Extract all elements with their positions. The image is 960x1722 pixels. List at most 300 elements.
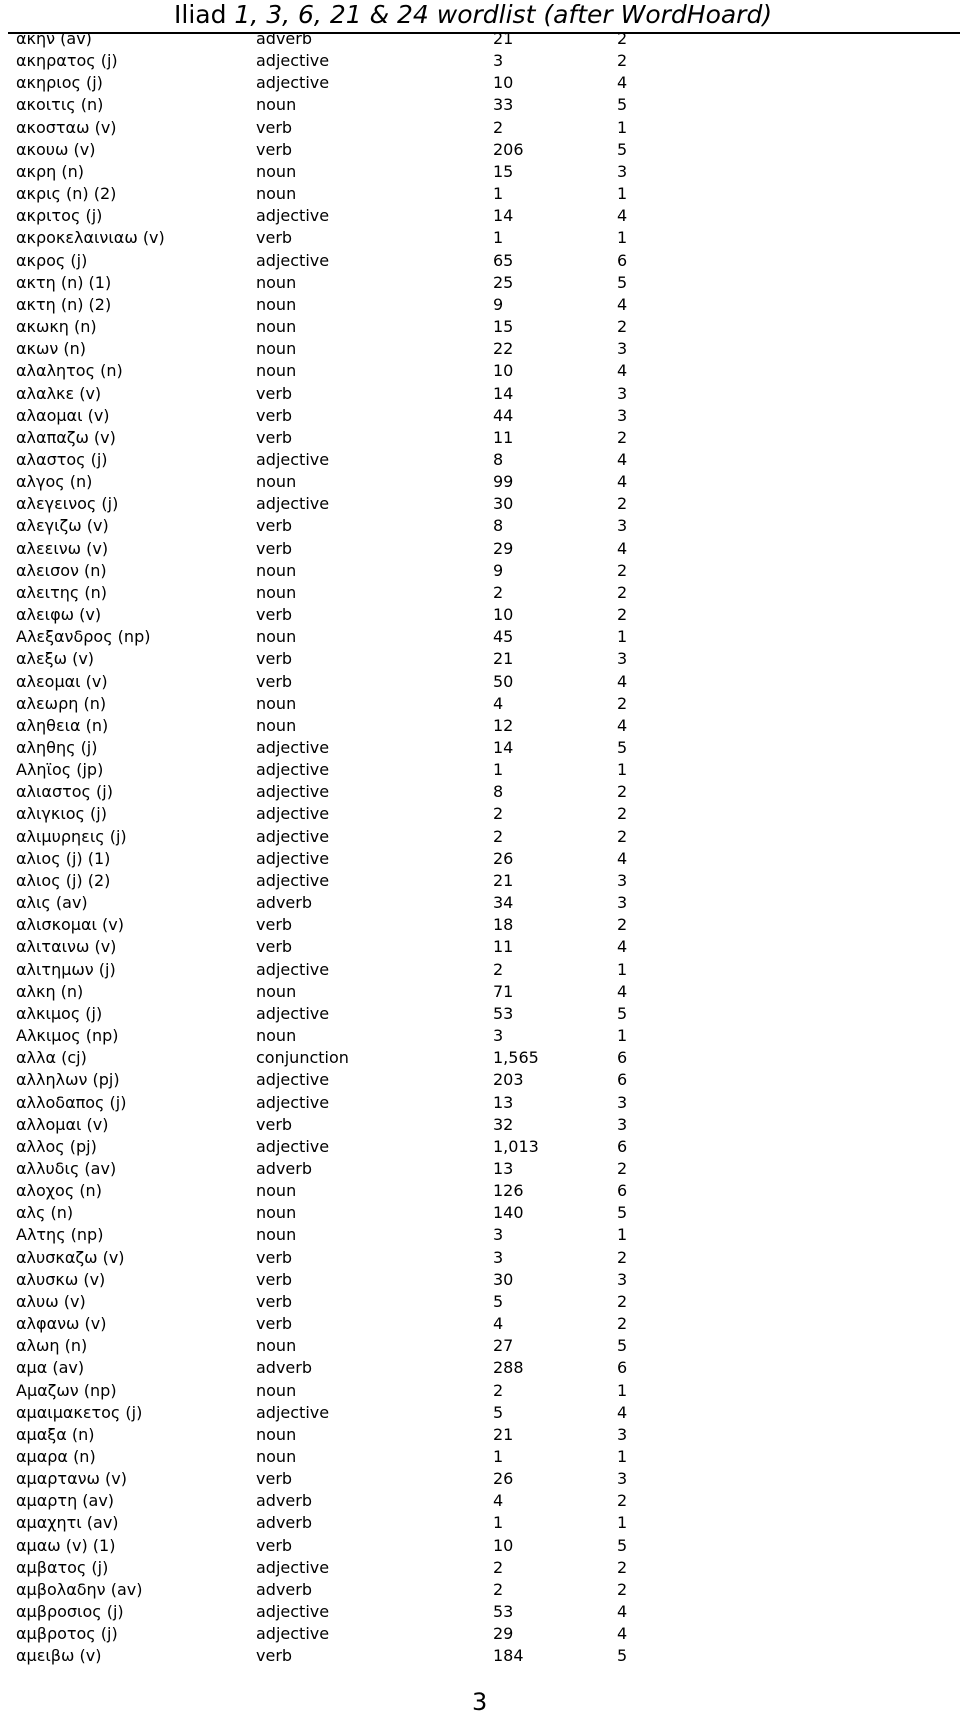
part-of-speech-cell: noun [256, 693, 297, 713]
part-of-speech-cell: noun [256, 472, 297, 492]
table-row [16, 405, 952, 427]
part-of-speech-cell: verb [256, 1247, 293, 1267]
books-cell: 3 [617, 383, 628, 403]
table-row [16, 1114, 952, 1136]
part-of-speech-cell: verb [256, 405, 293, 425]
table-row [16, 1158, 952, 1180]
lemma-cell: αλιταινω (v) [16, 937, 117, 957]
table-row [16, 715, 952, 737]
lemma-cell: ακωκη (n) [16, 317, 97, 337]
books-cell: 3 [617, 893, 628, 913]
table-row [16, 1202, 952, 1224]
part-of-speech-cell: adjective [256, 1092, 330, 1112]
lemma-cell: αμα (av) [16, 1358, 85, 1378]
part-of-speech-cell: adverb [256, 1358, 313, 1378]
count-cell: 14 [493, 738, 514, 757]
count-cell: 11 [493, 427, 514, 447]
books-cell: 6 [617, 1181, 628, 1201]
books-cell: 2 [617, 1557, 628, 1577]
part-of-speech-cell: verb [256, 649, 293, 669]
table-row [16, 648, 952, 670]
books-cell: 4 [617, 1624, 628, 1644]
count-cell: 50 [493, 671, 514, 691]
lemma-cell: αλειφω (v) [16, 605, 102, 625]
table-row [16, 1424, 952, 1446]
lemma-cell: αμαρα (n) [16, 1447, 96, 1466]
count-cell: 288 [493, 1358, 524, 1378]
books-cell: 1 [617, 117, 628, 137]
part-of-speech-cell: noun [256, 1447, 297, 1466]
count-cell: 4 [493, 1491, 504, 1511]
part-of-speech-cell: verb [256, 671, 293, 691]
books-cell: 5 [617, 139, 628, 159]
part-of-speech-cell: noun [256, 184, 297, 204]
part-of-speech-cell: adjective [256, 1070, 330, 1090]
table-row [16, 1025, 952, 1047]
count-cell: 32 [493, 1114, 514, 1134]
table-row [16, 604, 952, 626]
lemma-cell: αλλυδις (av) [16, 1158, 117, 1178]
table-row [16, 803, 952, 825]
books-cell: 1 [617, 1447, 628, 1466]
part-of-speech-cell: noun [256, 272, 297, 292]
books-cell: 4 [617, 73, 628, 93]
count-cell: 27 [493, 1336, 514, 1356]
lemma-cell: αλοχος (n) [16, 1181, 102, 1201]
lemma-cell: αλεισον (n) [16, 560, 107, 580]
part-of-speech-cell: noun [256, 1026, 297, 1046]
books-cell: 5 [617, 1203, 628, 1223]
part-of-speech-cell: noun [256, 1380, 297, 1400]
table-row [16, 848, 952, 870]
count-cell: 53 [493, 1003, 514, 1023]
table-row [16, 826, 952, 848]
books-cell: 1 [617, 760, 628, 780]
books-cell: 4 [617, 715, 628, 735]
table-row [16, 1446, 952, 1468]
books-cell: 5 [617, 738, 628, 757]
table-row [16, 1291, 952, 1313]
books-cell: 2 [617, 427, 628, 447]
table-row [16, 205, 952, 227]
count-cell: 12 [493, 715, 514, 735]
count-cell: 2 [493, 582, 504, 602]
books-cell: 3 [617, 405, 628, 425]
table-row [16, 338, 952, 360]
part-of-speech-cell: noun [256, 1203, 297, 1223]
part-of-speech-cell: noun [256, 317, 297, 337]
lemma-cell: αλεγιζω (v) [16, 516, 109, 536]
table-row [16, 693, 952, 715]
lemma-cell: αλιμυρηεις (j) [16, 826, 127, 846]
part-of-speech-cell: adjective [256, 738, 330, 757]
part-of-speech-cell: verb [256, 538, 293, 558]
table-row [16, 1180, 952, 1202]
lemma-cell: αλληλων (pj) [16, 1070, 120, 1090]
table-row [16, 383, 952, 405]
count-cell: 1 [493, 1513, 504, 1533]
table-row [16, 515, 952, 537]
lemma-cell: αλις (av) [16, 893, 88, 913]
count-cell: 53 [493, 1602, 514, 1622]
lemma-cell: Αμαζων (np) [16, 1380, 117, 1400]
part-of-speech-cell: adjective [256, 494, 330, 514]
books-cell: 3 [617, 1114, 628, 1134]
books-cell: 2 [617, 605, 628, 625]
count-cell: 2 [493, 1380, 504, 1400]
books-cell: 1 [617, 228, 628, 248]
count-cell: 2 [493, 1579, 504, 1599]
part-of-speech-cell: noun [256, 1336, 297, 1356]
table-row [16, 1313, 952, 1335]
books-cell: 2 [617, 1579, 628, 1599]
lemma-cell: αλαπαζω (v) [16, 427, 116, 447]
table-row [16, 50, 952, 72]
table-row [16, 360, 952, 382]
count-cell: 2 [493, 117, 504, 137]
books-cell: 5 [617, 1646, 628, 1666]
lemma-cell: αληθεια (n) [16, 715, 109, 735]
part-of-speech-cell: verb [256, 915, 293, 935]
count-cell: 15 [493, 161, 514, 181]
table-row [16, 936, 952, 958]
lemma-cell: αλιτημων (j) [16, 959, 116, 979]
part-of-speech-cell: noun [256, 161, 297, 181]
books-cell: 2 [617, 560, 628, 580]
books-cell: 4 [617, 361, 628, 381]
table-row [16, 1601, 952, 1623]
table-row [16, 183, 952, 205]
count-cell: 14 [493, 206, 514, 226]
lemma-cell: ακοιτις (n) [16, 95, 104, 115]
books-cell: 5 [617, 1336, 628, 1356]
table-row [16, 94, 952, 116]
lemma-cell: Αληϊος (jp) [16, 760, 104, 780]
lemma-cell: αλαλητος (n) [16, 361, 123, 381]
books-cell: 1 [617, 627, 628, 647]
table-row [16, 1557, 952, 1579]
lemma-cell: αλαστος (j) [16, 449, 108, 469]
part-of-speech-cell: adjective [256, 870, 330, 890]
lemma-cell: αλεωρη (n) [16, 693, 107, 713]
count-cell: 14 [493, 383, 514, 403]
count-cell: 5 [493, 1402, 504, 1422]
books-cell: 5 [617, 1003, 628, 1023]
table-row [16, 139, 952, 161]
books-cell: 2 [617, 826, 628, 846]
part-of-speech-cell: verb [256, 228, 293, 248]
count-cell: 8 [493, 449, 504, 469]
table-row [16, 781, 952, 803]
count-cell: 1,013 [493, 1136, 539, 1156]
books-cell: 2 [617, 51, 628, 71]
lemma-cell: ακουω (v) [16, 139, 96, 159]
count-cell: 10 [493, 73, 514, 93]
part-of-speech-cell: conjunction [256, 1048, 349, 1068]
part-of-speech-cell: verb [256, 1314, 293, 1334]
count-cell: 2 [493, 826, 504, 846]
count-cell: 9 [493, 560, 504, 580]
count-cell: 140 [493, 1203, 524, 1223]
count-cell: 11 [493, 937, 514, 957]
lemma-cell: αλφανω (v) [16, 1314, 107, 1334]
count-cell: 30 [493, 494, 514, 514]
books-cell: 4 [617, 449, 628, 469]
books-cell: 2 [617, 1491, 628, 1511]
lemma-cell: αμειβω (v) [16, 1646, 102, 1666]
books-cell: 3 [617, 1269, 628, 1289]
lemma-cell: αλλος (pj) [16, 1136, 97, 1156]
table-row [16, 582, 952, 604]
table-row [16, 626, 952, 648]
part-of-speech-cell: noun [256, 627, 297, 647]
table-row [16, 892, 952, 914]
part-of-speech-cell: adjective [256, 826, 330, 846]
books-cell: 4 [617, 848, 628, 868]
count-cell: 15 [493, 317, 514, 337]
lemma-cell: αλεγεινος (j) [16, 494, 119, 514]
lemma-cell: αμβατος (j) [16, 1557, 109, 1577]
part-of-speech-cell: adjective [256, 449, 330, 469]
count-cell: 2 [493, 804, 504, 824]
table-row [16, 294, 952, 316]
count-cell: 34 [493, 893, 514, 913]
lemma-cell: ακριτος (j) [16, 206, 103, 226]
table-row [16, 316, 952, 338]
lemma-cell: Αλτης (np) [16, 1225, 104, 1245]
word-list-table [16, 28, 952, 1668]
books-cell: 1 [617, 184, 628, 204]
count-cell: 126 [493, 1181, 524, 1201]
books-cell: 5 [617, 95, 628, 115]
lemma-cell: ακων (n) [16, 339, 87, 359]
books-cell: 2 [617, 693, 628, 713]
books-cell: 3 [617, 649, 628, 669]
lemma-cell: αλυω (v) [16, 1291, 86, 1311]
count-cell: 3 [493, 1247, 504, 1267]
books-cell: 6 [617, 1136, 628, 1156]
books-cell: 2 [617, 782, 628, 802]
count-cell: 4 [493, 1314, 504, 1334]
lemma-cell: ακτη (n) (1) [16, 272, 112, 292]
part-of-speech-cell: adjective [256, 1602, 330, 1622]
count-cell: 13 [493, 1092, 514, 1112]
lemma-cell: αλαλκε (v) [16, 383, 102, 403]
part-of-speech-cell: noun [256, 582, 297, 602]
part-of-speech-cell: adjective [256, 73, 330, 93]
lemma-cell: αλς (n) [16, 1203, 74, 1223]
part-of-speech-cell: verb [256, 1469, 293, 1489]
table-row [16, 671, 952, 693]
books-cell: 2 [617, 29, 628, 48]
count-cell: 13 [493, 1158, 514, 1178]
lemma-cell: ακρος (j) [16, 250, 88, 270]
part-of-speech-cell: verb [256, 1269, 293, 1289]
books-cell: 4 [617, 1602, 628, 1622]
lemma-cell: ακρη (n) [16, 161, 84, 181]
part-of-speech-cell: verb [256, 427, 293, 447]
table-row [16, 471, 952, 493]
part-of-speech-cell: adverb [256, 893, 313, 913]
lemma-cell: αμαω (v) (1) [16, 1535, 116, 1555]
part-of-speech-cell: noun [256, 361, 297, 381]
count-cell: 3 [493, 1026, 504, 1046]
table-row [16, 117, 952, 139]
count-cell: 203 [493, 1070, 524, 1090]
lemma-cell: αλωη (n) [16, 1336, 88, 1356]
table-row [16, 1623, 952, 1645]
table-row [16, 1380, 952, 1402]
count-cell: 21 [493, 29, 514, 48]
books-cell: 6 [617, 250, 628, 270]
books-cell: 2 [617, 1247, 628, 1267]
lemma-cell: αλισκομαι (v) [16, 915, 124, 935]
lemma-cell: ακτη (n) (2) [16, 294, 112, 314]
table-row [16, 1490, 952, 1512]
count-cell: 8 [493, 516, 504, 536]
books-cell: 2 [617, 317, 628, 337]
count-cell: 45 [493, 627, 514, 647]
part-of-speech-cell: adverb [256, 1158, 313, 1178]
part-of-speech-cell: verb [256, 937, 293, 957]
count-cell: 10 [493, 361, 514, 381]
lemma-cell: αλλα (cj) [16, 1048, 87, 1068]
lemma-cell: ακρις (n) (2) [16, 184, 117, 204]
lemma-cell: Αλεξανδρος (np) [16, 627, 151, 647]
count-cell: 21 [493, 649, 514, 669]
part-of-speech-cell: verb [256, 139, 293, 159]
table-row [16, 227, 952, 249]
count-cell: 3 [493, 51, 504, 71]
books-cell: 4 [617, 981, 628, 1001]
lemma-cell: ακοσταω (v) [16, 117, 117, 137]
part-of-speech-cell: verb [256, 1291, 293, 1311]
table-row [16, 538, 952, 560]
table-row [16, 272, 952, 294]
lemma-cell: αλιαστος (j) [16, 782, 113, 802]
table-row [16, 1047, 952, 1069]
page-number: 3 [472, 1688, 488, 1716]
lemma-cell: αλεομαι (v) [16, 671, 108, 691]
part-of-speech-cell: verb [256, 383, 293, 403]
lemma-cell: αλεξω (v) [16, 649, 95, 669]
part-of-speech-cell: adjective [256, 1624, 330, 1644]
books-cell: 6 [617, 1070, 628, 1090]
table-row [16, 1402, 952, 1424]
table-row [16, 449, 952, 471]
part-of-speech-cell: noun [256, 95, 297, 115]
part-of-speech-cell: adjective [256, 959, 330, 979]
count-cell: 22 [493, 339, 514, 359]
table-row [16, 1269, 952, 1291]
page-title [174, 0, 864, 30]
lemma-cell: ακηριος (j) [16, 73, 103, 93]
lemma-cell: αλεεινω (v) [16, 538, 109, 558]
lemma-cell: αλλομαι (v) [16, 1114, 109, 1134]
table-row [16, 1136, 952, 1158]
lemma-cell: αμαξα (n) [16, 1424, 95, 1444]
table-row [16, 250, 952, 272]
books-cell: 1 [617, 1225, 628, 1245]
table-row [16, 1468, 952, 1490]
table-row [16, 870, 952, 892]
count-cell: 65 [493, 250, 514, 270]
count-cell: 4 [493, 693, 504, 713]
table-row [16, 981, 952, 1003]
books-cell: 3 [617, 516, 628, 536]
books-cell: 4 [617, 1402, 628, 1422]
lemma-cell: αμαιμακετος (j) [16, 1402, 143, 1422]
part-of-speech-cell: adjective [256, 250, 330, 270]
count-cell: 29 [493, 538, 514, 558]
table-row [16, 1092, 952, 1114]
table-row [16, 161, 952, 183]
count-cell: 21 [493, 1424, 514, 1444]
count-cell: 2 [493, 1557, 504, 1577]
lemma-cell: αμαρτανω (v) [16, 1469, 127, 1489]
lemma-cell: αλιγκιος (j) [16, 804, 107, 824]
table-row [16, 959, 952, 981]
table-row [16, 1247, 952, 1269]
books-cell: 6 [617, 1358, 628, 1378]
part-of-speech-cell: verb [256, 117, 293, 137]
part-of-speech-cell: adverb [256, 1579, 313, 1599]
part-of-speech-cell: noun [256, 715, 297, 735]
part-of-speech-cell: adjective [256, 1402, 330, 1422]
lemma-cell: αληθης (j) [16, 738, 98, 757]
books-cell: 4 [617, 538, 628, 558]
lemma-cell: αλειτης (n) [16, 582, 107, 602]
part-of-speech-cell: adjective [256, 206, 330, 226]
part-of-speech-cell: adjective [256, 804, 330, 824]
count-cell: 9 [493, 294, 504, 314]
count-cell: 25 [493, 272, 514, 292]
lemma-cell: αλυσκαζω (v) [16, 1247, 125, 1267]
books-cell: 2 [617, 804, 628, 824]
part-of-speech-cell: adjective [256, 1557, 330, 1577]
table-row [16, 1579, 952, 1601]
books-cell: 1 [617, 1380, 628, 1400]
books-cell: 2 [617, 1314, 628, 1334]
lemma-cell: αλαομαι (v) [16, 405, 110, 425]
table-row [16, 914, 952, 936]
table-row [16, 1224, 952, 1246]
table-row [16, 1003, 952, 1025]
part-of-speech-cell: noun [256, 1424, 297, 1444]
books-cell: 2 [617, 1291, 628, 1311]
count-cell: 3 [493, 1225, 504, 1245]
part-of-speech-cell: noun [256, 981, 297, 1001]
count-cell: 1 [493, 760, 504, 780]
books-cell: 4 [617, 937, 628, 957]
books-cell: 1 [617, 1026, 628, 1046]
lemma-cell: αμαρτη (av) [16, 1491, 115, 1511]
table-row [16, 1069, 952, 1091]
part-of-speech-cell: adverb [256, 29, 313, 48]
lemma-cell: αλιος (j) (2) [16, 870, 111, 890]
table-row [16, 560, 952, 582]
count-cell: 71 [493, 981, 514, 1001]
count-cell: 10 [493, 1535, 514, 1555]
count-cell: 8 [493, 782, 504, 802]
table-row [16, 493, 952, 515]
part-of-speech-cell: adjective [256, 760, 330, 780]
count-cell: 21 [493, 870, 514, 890]
lemma-cell: αλκιμος (j) [16, 1003, 103, 1023]
books-cell: 1 [617, 959, 628, 979]
count-cell: 18 [493, 915, 514, 935]
count-cell: 2 [493, 959, 504, 979]
